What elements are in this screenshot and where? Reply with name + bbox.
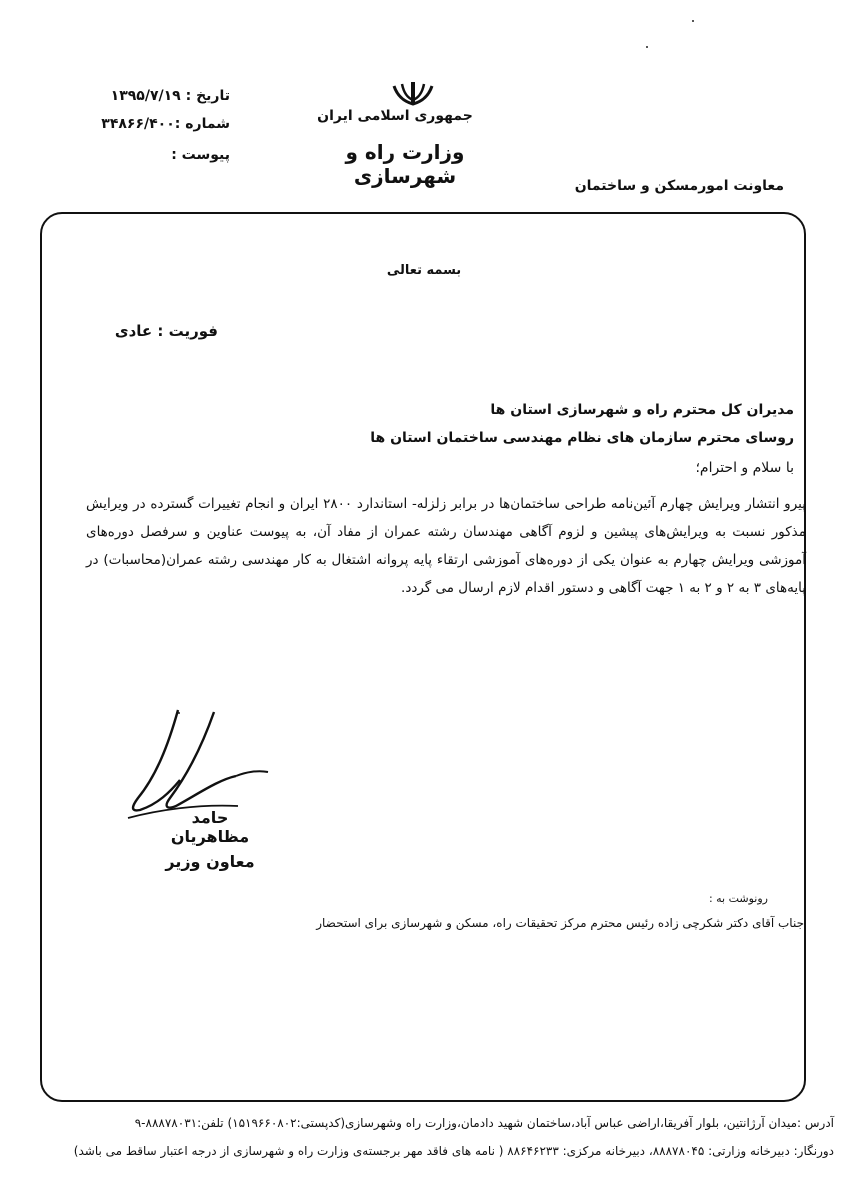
letter-attachment: پیوست : [171,147,230,163]
letter-date: تاریخ : ۱۳۹۵/۷/۱۹ [110,88,230,104]
iran-emblem-icon [388,80,438,110]
signer-name: حامد مظاهریان [170,808,250,846]
footer-fax: دورنگار: دبیرخانه وزارتی: ۸۸۸۷۸۰۴۵، دبیرخانه مرکزی: ۸۸۶۴۶۲۳۳ ( نامه های فاقد مهر برجسته‌ی وزارت راه و شهرسازی از درجه اعتبار ساقط می باشد) [73,1144,834,1158]
letter-body: پیرو انتشار ویرایش چهارم آئین‌نامه طراحی ساختمان‌ها در برابر زلزله- استاندارد ۲۸۰۰ ایران و انجام تغییرات گسترده در ویرایش مذکور نسبت به ویرایش‌های پیشین و لزوم آگاهی مهندسان رشته عمران از مفاد آن، به پیوست عناوین و سرفصل دوره‌های آموزشی ویرایش چهارم به عنوان یکی از دوره‌های آموزشی ارتقاء پایه پروانه اشتغال به کار مهندسی رشته عمران(محاسبات) در پایه‌های ۳ به ۲ و ۲ به ۱ جهت آگاهی و دستور اقدام لازم ارسال می گردد. [86,496,806,596]
deputy-department: معاونت امورمسکن و ساختمان [574,178,784,194]
addressee-line-2: روسای محترم سازمان های نظام مهندسی ساختمان استان ها [370,430,794,446]
scan-speck [692,20,694,22]
urgency-label: فوریت : عادی [114,322,218,340]
letter-frame [40,212,806,1102]
greeting: با سلام و احترام؛ [695,460,794,476]
scan-speck [646,46,648,48]
cc-recipient: جناب آقای دکتر شکرچی زاده رئیس محترم مرکز تحقیقات راه، مسکن و شهرسازی برای استحضار [316,916,804,930]
addressee-line-1: مدیران کل محترم راه و شهرسازی استان ها [490,402,794,418]
bismillah: بسمه تعالی [386,263,462,278]
letter-number: شماره :۳۴۸۶۶/۴۰۰ [101,116,230,132]
cc-label: رونوشت به : [708,892,768,905]
republic-title: جمهوری اسلامی ایران [317,108,473,124]
scan-speck [178,712,180,714]
ministry-title: وزارت راه و شهرسازی [345,140,465,188]
signer-title: معاون وزیر [165,852,255,871]
footer-address: آدرس :میدان آرژانتین، بلوار آفریقا،اراضی عباس آباد،ساختمان شهید دادمان،وزارت راه وشهرسازی(کدپستی:۱۵۱۹۶۶۰۸۰۲) تلفن:۸۸۸۷۸۰۳۱-۹ [134,1116,834,1130]
